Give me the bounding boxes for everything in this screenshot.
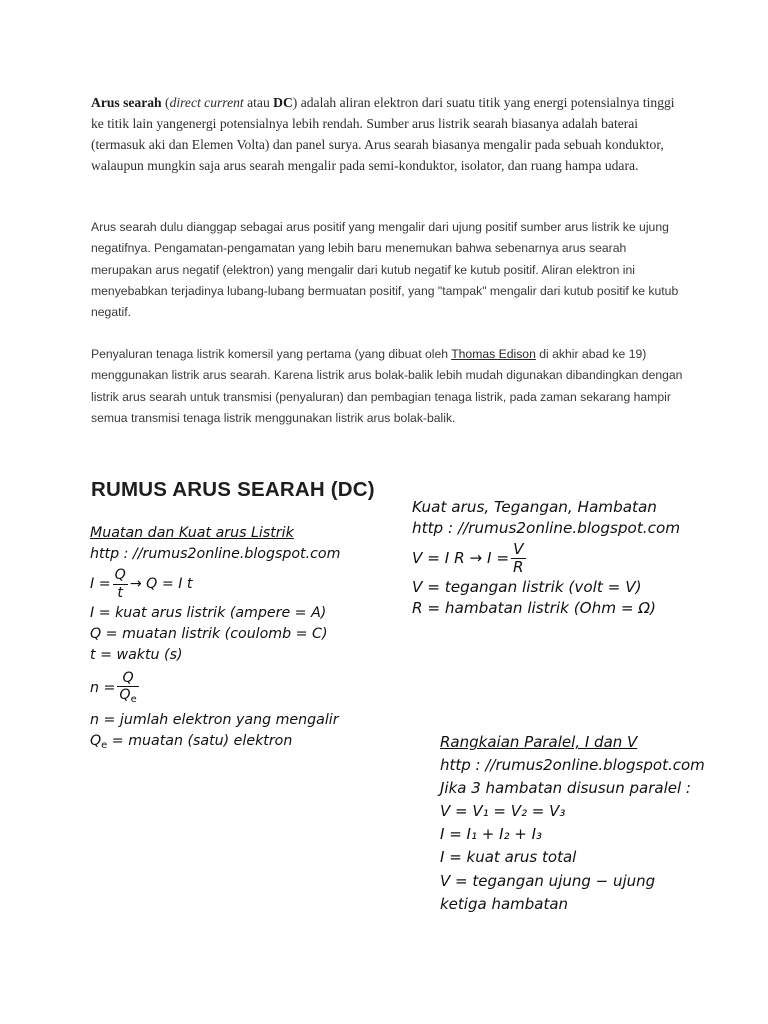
term-direct-current: direct current xyxy=(169,95,244,110)
section-heading: RUMUS ARUS SEARAH (DC) xyxy=(91,478,375,501)
fraction-den-sub: e xyxy=(130,694,137,706)
fraction-den: t xyxy=(117,584,123,601)
formula-a-line2: I = kuat arus listrik (ampere = A) xyxy=(90,605,327,621)
formula-a-line3: Q = muatan listrik (coulomb = C) xyxy=(90,626,328,642)
formula-a-line6: n = jumlah elektron yang mengalir xyxy=(90,712,339,728)
conj-atau: atau xyxy=(247,95,270,110)
formula-a-url: http : //rumus2online.blogspot.com xyxy=(90,546,341,562)
formula-b-line2: V = tegangan listrik (volt = V) xyxy=(412,578,642,596)
formula-a-l1-post: → Q = I t xyxy=(129,576,193,592)
formula-a-line5 xyxy=(90,666,340,710)
formula-c-line1: Jika 3 hambatan disusun paralel : xyxy=(440,779,691,798)
formula-b-l1-pre: V = I R → I = xyxy=(412,549,510,567)
formula-a-l7-rest: = muatan (satu) elektron xyxy=(107,733,293,749)
paragraph-2: Arus searah dulu dianggap sebagai arus positif yang mengalir dari ujung positif sumber arus listrik ke ujung negatifnya. Pengamatan-pengamatan yang lebih baru menemukan bahwa sebenarnya arus searah merupakan arus negatif (elektron) yang mengalir dari kutub negatif ke kutub positif. Aliran elektron ini menyebabkan terjadinya lubang-lubang bermuatan positif, yang "tampak" mengalir dari kutub positif ke kutub negatif. xyxy=(91,220,679,320)
formula-a-l7-sub: e xyxy=(101,740,108,751)
fraction-den-q: Q xyxy=(119,687,131,704)
fraction-q-over-qe xyxy=(117,671,138,705)
paragraph-3 xyxy=(91,344,683,429)
formula-c-title: Rangkaian Paralel, I dan V xyxy=(440,733,638,751)
formula-a-l7-q: Q xyxy=(90,733,102,749)
formula-c-line6: ketiga hambatan xyxy=(440,894,569,913)
formula-b-line1 xyxy=(412,539,680,577)
fraction-den xyxy=(117,687,138,705)
formula-a-line7 xyxy=(90,731,340,756)
formula-a-line4: t = waktu (s) xyxy=(90,647,183,663)
formula-c-url: http : //rumus2online.blogspot.com xyxy=(440,756,705,775)
formula-b-url: http : //rumus2online.blogspot.com xyxy=(412,519,681,537)
fraction-num: Q xyxy=(117,671,138,687)
fraction-q-over-t xyxy=(113,568,128,599)
formula-a-title: Muatan dan Kuat arus Listrik xyxy=(90,525,294,541)
term-arus-searah: Arus searah xyxy=(91,95,162,110)
fraction-v-over-r xyxy=(511,539,526,576)
p3-before: Penyaluran tenaga listrik komersil yang pertama (yang dibuat oleh xyxy=(91,347,452,361)
p3-after: di akhir abad ke 19) menggunakan listrik arus searah. Karena listrik arus bolak-balik lebih mudah digunakan dibandingkan dengan listrik arus searah untuk transmisi (penyaluran) dan pembagian tenaga listrik, pada zaman sekarang hampir semua transmisi tenaga listrik menggunakan listrik arus bolak-balik. xyxy=(91,347,683,425)
fraction-num: Q xyxy=(114,567,126,584)
formula-a-line1 xyxy=(90,565,340,603)
formula-kuat-arus-tegangan-hambatan xyxy=(412,497,680,619)
intro-rest: ) adalah aliran elektron dari suatu titik yang energi potensialnya tinggi ke titik lain yangenergi potensialnya lebih rendah. Sumber arus listrik searah biasanya adalah baterai (termasuk aki dan Elemen Volta) dan panel surya. Arus searah biasanya mengalir pada sebuah konduktor, walaupun mungkin saja arus searah mengalir pada semi-konduktor, isolator, dan ruang hampa udara. xyxy=(91,95,675,173)
formula-c-line4: I = kuat arus total xyxy=(440,848,577,867)
formula-c-line2: V = V₁ = V₂ = V₃ xyxy=(440,802,566,821)
formula-a-l5-pre: n = xyxy=(90,680,116,696)
intro-paragraph: Arus searah (direct current atau DC) adalah aliran elektron dari suatu titik yang energi potensialnya tinggi ke titik lain yangenergi potensialnya lebih rendah. Sumber arus listrik searah biasanya adalah baterai (termasuk aki dan Elemen Volta) dan panel surya. Arus searah biasanya mengalir pada sebuah konduktor, walaupun mungkin saja arus searah mengalir pada semi-konduktor, isolator, dan ruang hampa udara. xyxy=(91,95,675,173)
formula-c-line5: V = tegangan ujung − ujung xyxy=(440,871,656,890)
thomas-edison-link[interactable]: Thomas Edison xyxy=(451,347,536,361)
formula-a-l1-pre: I = xyxy=(90,576,111,592)
formula-b-line3: R = hambatan listrik (Ohm = Ω) xyxy=(412,599,656,617)
formula-c-line3: I = I₁ + I₂ + I₃ xyxy=(440,825,543,844)
fraction-den: R xyxy=(513,558,524,576)
term-dc: DC xyxy=(273,95,293,110)
formula-rangkaian-paralel xyxy=(440,731,705,916)
formula-b-title: Kuat arus, Tegangan, Hambatan xyxy=(412,498,657,516)
formula-muatan-kuat-arus xyxy=(90,523,340,756)
fraction-num: V xyxy=(511,542,526,559)
